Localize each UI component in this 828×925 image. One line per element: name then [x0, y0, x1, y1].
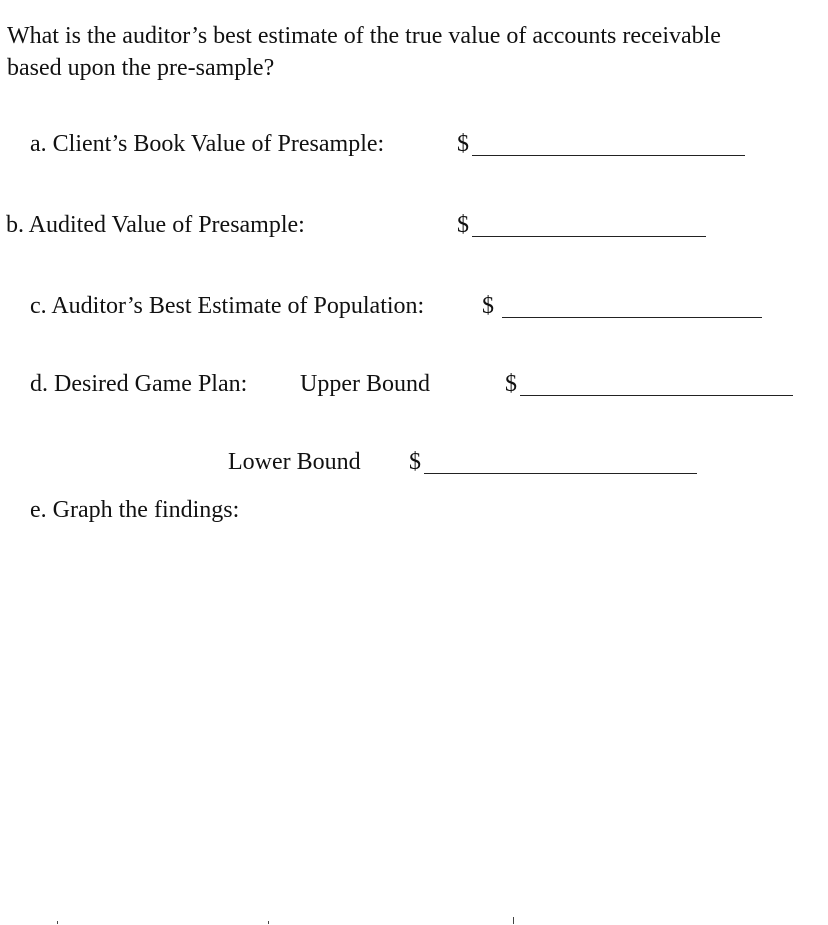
question-text [7, 20, 807, 84]
question-line-1: What is the auditor’s best estimate of the true value of accounts receivable [7, 23, 721, 49]
item-c-answer-blank[interactable] [502, 317, 762, 318]
item-e-label: e. Graph the findings: [30, 497, 240, 523]
question-line-2: based upon the pre-sample? [7, 55, 275, 81]
item-b-currency: $ [457, 212, 469, 238]
upper-bound-label: Upper Bound [300, 371, 430, 397]
item-a-label: a. Client’s Book Value of Presample: [30, 131, 385, 157]
item-a-currency: $ [457, 131, 469, 157]
lower-bound-currency: $ [409, 449, 421, 475]
item-c-label: c. Auditor’s Best Estimate of Population: [30, 293, 425, 319]
upper-bound-answer-blank[interactable] [520, 395, 793, 396]
item-b-label: b. Audited Value of Presample: [6, 212, 305, 238]
item-b-answer-blank[interactable] [472, 236, 706, 237]
lower-bound-label: Lower Bound [228, 449, 361, 475]
item-d-label: d. Desired Game Plan: [30, 371, 248, 397]
item-a-answer-blank[interactable] [472, 155, 745, 156]
graph-tick-mark [57, 921, 58, 924]
item-c-currency: $ [482, 293, 494, 319]
graph-tick-mark [513, 917, 514, 924]
lower-bound-answer-blank[interactable] [424, 473, 697, 474]
graph-tick-mark [268, 921, 269, 924]
upper-bound-currency: $ [505, 371, 517, 397]
